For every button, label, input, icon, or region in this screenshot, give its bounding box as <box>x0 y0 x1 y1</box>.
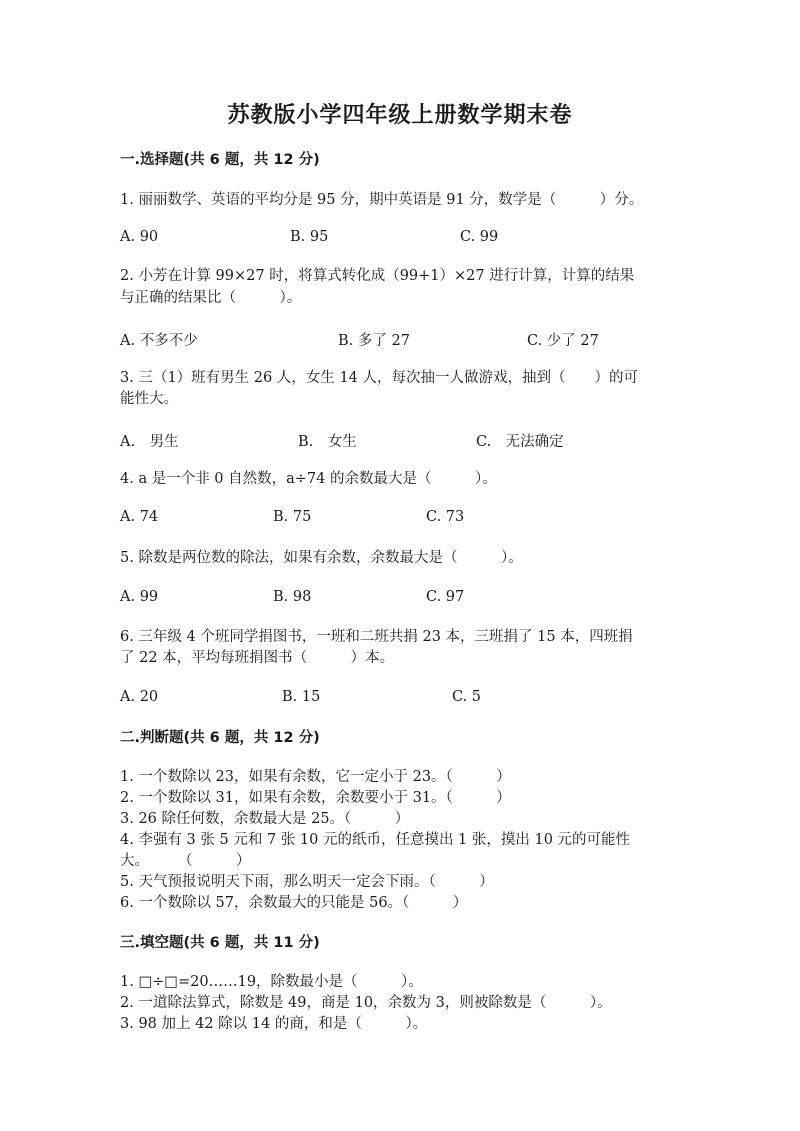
q1-option-c: C. 99 <box>460 229 499 245</box>
judge-item: 6. 一个数除以 57，余数最大的只能是 56。（ ） <box>120 895 468 911</box>
section3-heading: 三.填空题(共 6 题，共 11 分) <box>120 935 320 951</box>
q1-option-a: A. 90 <box>120 229 159 245</box>
judge-item: 大。 （ ） <box>120 853 251 869</box>
q2-option-a: A. 不多不少 <box>120 333 198 349</box>
fill-item: 2. 一道除法算式，除数是 49，商是 10，余数为 3，则被除数是（ ）。 <box>120 995 612 1011</box>
q4-option-a: A. 74 <box>120 509 159 525</box>
page-title: 苏教版小学四年级上册数学期末卷 <box>227 102 573 128</box>
q5-option-a: A. 99 <box>120 589 159 605</box>
judge-item: 4. 李强有 3 张 5 元和 7 张 10 元的纸币，任意摸出 1 张，摸出 10 元的可能性 <box>120 832 631 848</box>
q1-text: 1. 丽丽数学、英语的平均分是 95 分，期中英语是 91 分，数学是（ ）分。 <box>120 192 644 208</box>
q2-text-line1: 2. 小芳在计算 99×27 时，将算式转化成（99+1）×27 进行计算，计算的结果 <box>120 268 635 284</box>
q6-option-b: B. 15 <box>282 689 321 705</box>
q6-option-c: C. 5 <box>452 689 482 705</box>
fill-item: 3. 98 加上 42 除以 14 的商，和是（ ）。 <box>120 1016 428 1032</box>
q5-text: 5. 除数是两位数的除法，如果有余数，余数最大是（ ）。 <box>120 550 523 566</box>
judge-item: 2. 一个数除以 31，如果有余数，余数要小于 31。（ ） <box>120 790 511 806</box>
section1-heading: 一.选择题(共 6 题，共 12 分) <box>120 152 320 168</box>
q2-option-b: B. 多了 27 <box>338 333 410 349</box>
q3-option-c: C. 无法确定 <box>476 434 564 450</box>
q2-option-c: C. 少了 27 <box>527 333 599 349</box>
q4-text: 4. a 是一个非 0 自然数，a÷74 的余数最大是（ ）。 <box>120 471 497 487</box>
q3-option-a: A. 男生 <box>120 434 179 450</box>
judge-item: 1. 一个数除以 23，如果有余数，它一定小于 23。（ ） <box>120 769 511 785</box>
q4-option-b: B. 75 <box>273 509 312 525</box>
q5-option-b: B. 98 <box>273 589 312 605</box>
q5-option-c: C. 97 <box>426 589 465 605</box>
judge-item: 3. 26 除任何数，余数最大是 25。（ ） <box>120 811 410 827</box>
fill-item: 1. □÷□=20……19，除数最小是（ ）。 <box>120 974 423 990</box>
q4-option-c: C. 73 <box>426 509 465 525</box>
q3-text-line2: 能性大。 <box>120 391 178 407</box>
q2-text-line2: 与正确的结果比（ ）。 <box>120 290 302 306</box>
q3-option-b: B. 女生 <box>298 434 357 450</box>
q6-option-a: A. 20 <box>120 689 159 705</box>
q3-text-line1: 3. 三（1）班有男生 26 人，女生 14 人，每次抽一人做游戏，抽到（ ）的可 <box>120 370 639 386</box>
q1-option-b: B. 95 <box>290 229 329 245</box>
q6-text-line1: 6. 三年级 4 个班同学捐图书，一班和二班共捐 23 本，三班捐了 15 本，四班捐 <box>120 629 633 645</box>
section2-heading: 二.判断题(共 6 题，共 12 分) <box>120 730 320 746</box>
judge-item: 5. 天气预报说明天下雨，那么明天一定会下雨。（ ） <box>120 874 494 890</box>
q6-text-line2: 了 22 本，平均每班捐图书（ ）本。 <box>120 650 395 666</box>
